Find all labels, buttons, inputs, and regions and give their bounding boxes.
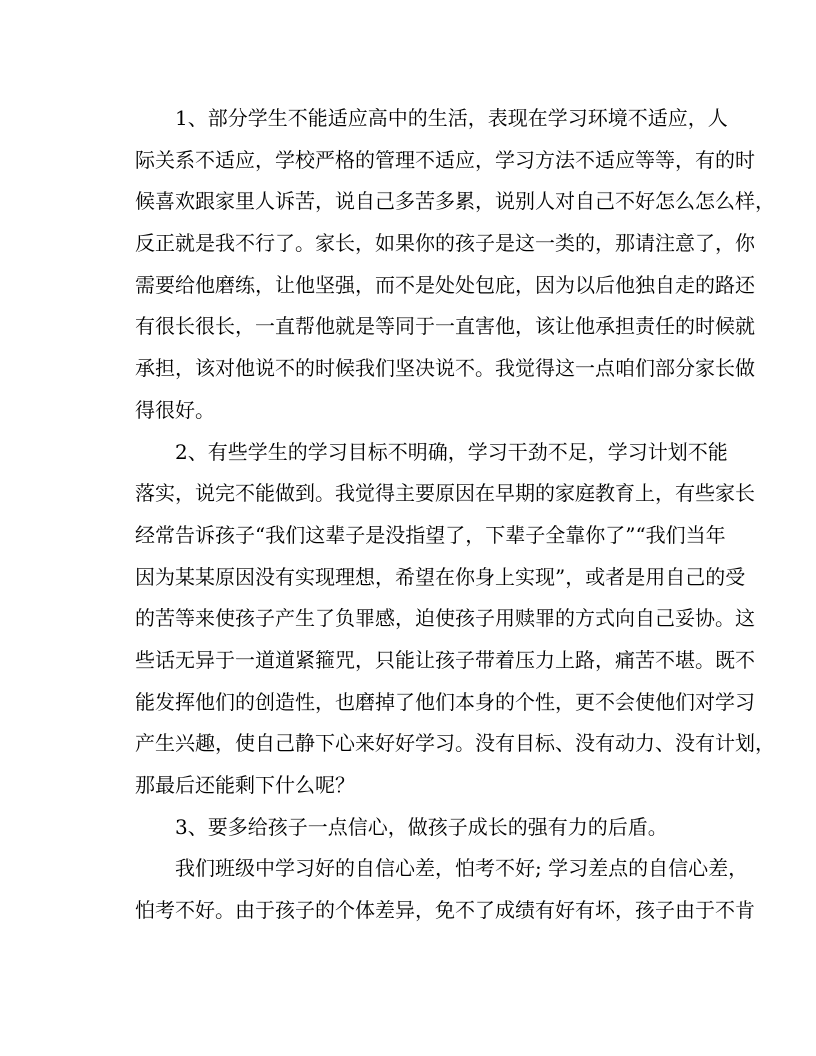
paragraph-1-line: 有很长很长，一直帮他就是等同于一直害他，该让他承担责任的时候就 xyxy=(135,314,755,339)
paragraph-2-line: 那最后还能剩下什么呢？ xyxy=(135,773,355,797)
paragraph-1-line: 需要给他磨练，让他坚强，而不是处处包庇，因为以后他独自走的路还 xyxy=(135,272,755,297)
paragraph-3-line: 3、要多给孩子一点信心，做孩子成长的强有力的后盾。 xyxy=(175,814,668,839)
paragraph-1-line: 反正就是我不行了。家长，如果你的孩子是这一类的，那请注意了，你 xyxy=(135,231,755,256)
paragraph-1-line: 1、部分学生不能适应高中的生活，表现在学习环境不适应，人 xyxy=(175,106,728,130)
body-text xyxy=(135,98,775,932)
paragraph-4-line: 怕考不好。由于孩子的个体差异，免不了成绩有好有坏，孩子由于不肯 xyxy=(135,898,755,923)
paragraph-2-line: 产生兴趣，使自己静下心来好好学习。没有目标、没有动力、没有计划， xyxy=(135,731,775,756)
paragraph-2-line: 些话无异于一道道紧箍咒，只能让孩子带着压力上路，痛苦不堪。既不 xyxy=(135,647,755,672)
paragraph-1-line: 际关系不适应，学校严格的管理不适应，学习方法不适应等等，有的时 xyxy=(135,147,755,172)
paragraph-1-line: 得很好。 xyxy=(135,397,215,422)
paragraph-2-line: 经常告诉孩子“我们这辈子是没指望了，下辈子全靠你了”“我们当年 xyxy=(135,522,726,547)
paragraph-4-line: 我们班级中学习好的自信心差，怕考不好; 学习差点的自信心差， xyxy=(175,856,749,881)
paragraph-1-line: 候喜欢跟家里人诉苦，说自己多苦多累，说别人对自己不好怎么怎么样， xyxy=(135,189,775,214)
paragraph-2-line: 落实，说完不能做到。我觉得主要原因在早期的家庭教育上，有些家长 xyxy=(135,481,755,506)
paragraph-2-line: 的苦等来使孩子产生了负罪感，迫使孩子用赎罪的方式向自己妥协。这 xyxy=(135,606,755,631)
paragraph-2-line: 2、有些学生的学习目标不明确，学习干劲不足，学习计划不能 xyxy=(175,439,728,464)
paragraph-2-line: 因为某某原因没有实现理想，希望在你身上实现”，或者是用自己的受 xyxy=(135,564,746,589)
paragraph-1-line: 承担，该对他说不的时候我们坚决说不。我觉得这一点咱们部分家长做 xyxy=(135,356,755,381)
paragraph-2-line: 能发挥他们的创造性，也磨掉了他们本身的个性，更不会使他们对学习 xyxy=(135,689,755,714)
